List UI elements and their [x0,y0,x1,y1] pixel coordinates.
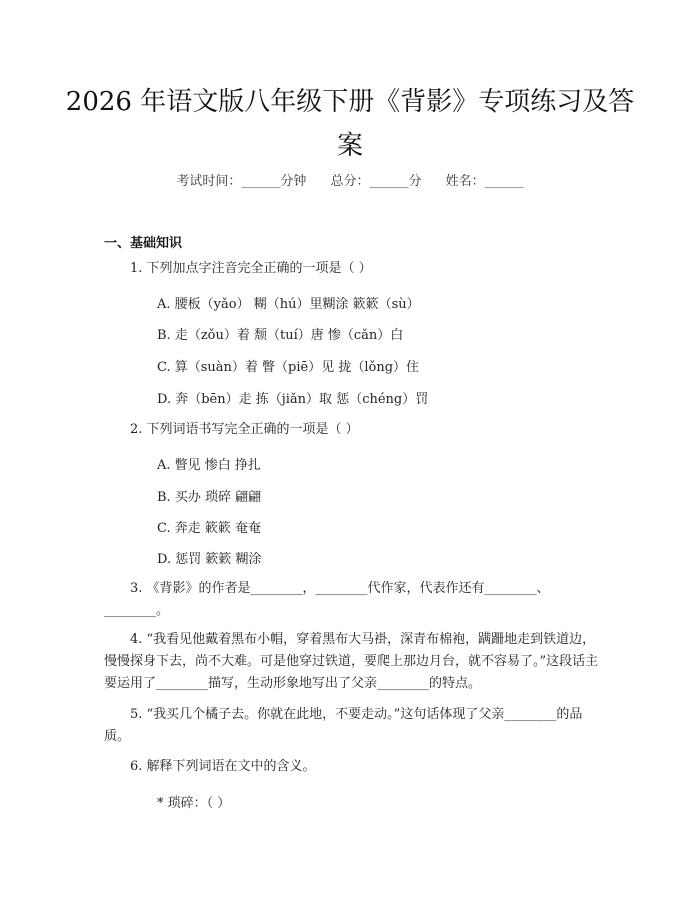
question-6-item: * 琐碎：（ ） [157,796,231,811]
question-2-option-d: D. 惩罚 簌簌 糊涂 [157,552,262,567]
student-name: 姓名：______ [445,174,524,189]
question-1-option-b: B. 走（zǒu）着 颓（tuí）唐 惨（cǎn）白 [157,328,404,343]
question-6: 6. 解释下列词语在文中的含义。 [130,759,316,774]
question-4: 4. “我看见他戴着黑布小帽，穿着黑布大马褂，深青布棉袍，蹒跚地走到铁道边，慢慢探身下去，尚不大难。可是他穿过铁道，要爬上那边月台，就不容易了。”这段话主要运用了________描写，生动形象地写出了父亲________的特点。 [104,632,599,691]
question-3: 3. 《背影》的作者是________，________代作家，代表作还有________、________。 [104,581,550,618]
exam-meta [0,170,700,189]
page-title: 2026 年语文版八年级下册《背影》专项练习及答案 [65,87,635,161]
question-2-option-a: A. 瞥见 惨白 挣扎 [157,458,261,473]
question-1-option-c: C. 算（suàn）着 瞥（piē）见 拢（lǒng）住 [157,360,420,375]
section-heading: 一、基础知识 [104,236,183,251]
exam-time: 考试时间：______分钟 [176,174,307,189]
total-score: 总分：______分 [330,174,422,189]
question-1-stem: 1. 下列加点字注音完全正确的一项是（ ） [130,261,372,276]
question-2-stem: 2. 下列词语书写完全正确的一项是（ ） [130,422,359,437]
question-1-option-a: A. 腰板（yǎo） 糊（hú）里糊涂 簌簌（sù） [157,297,420,312]
question-2-option-b: B. 买办 琐碎 翩翩 [157,490,262,505]
question-5: 5. “我买几个橘子去。你就在此地，不要走动。”这句话体现了父亲________的品质。 [104,707,583,744]
question-2-option-c: C. 奔走 簌簌 奄奄 [157,521,262,536]
question-1-option-d: D. 奔（bēn）走 拣（jiǎn）取 惩（chéng）罚 [157,392,429,407]
